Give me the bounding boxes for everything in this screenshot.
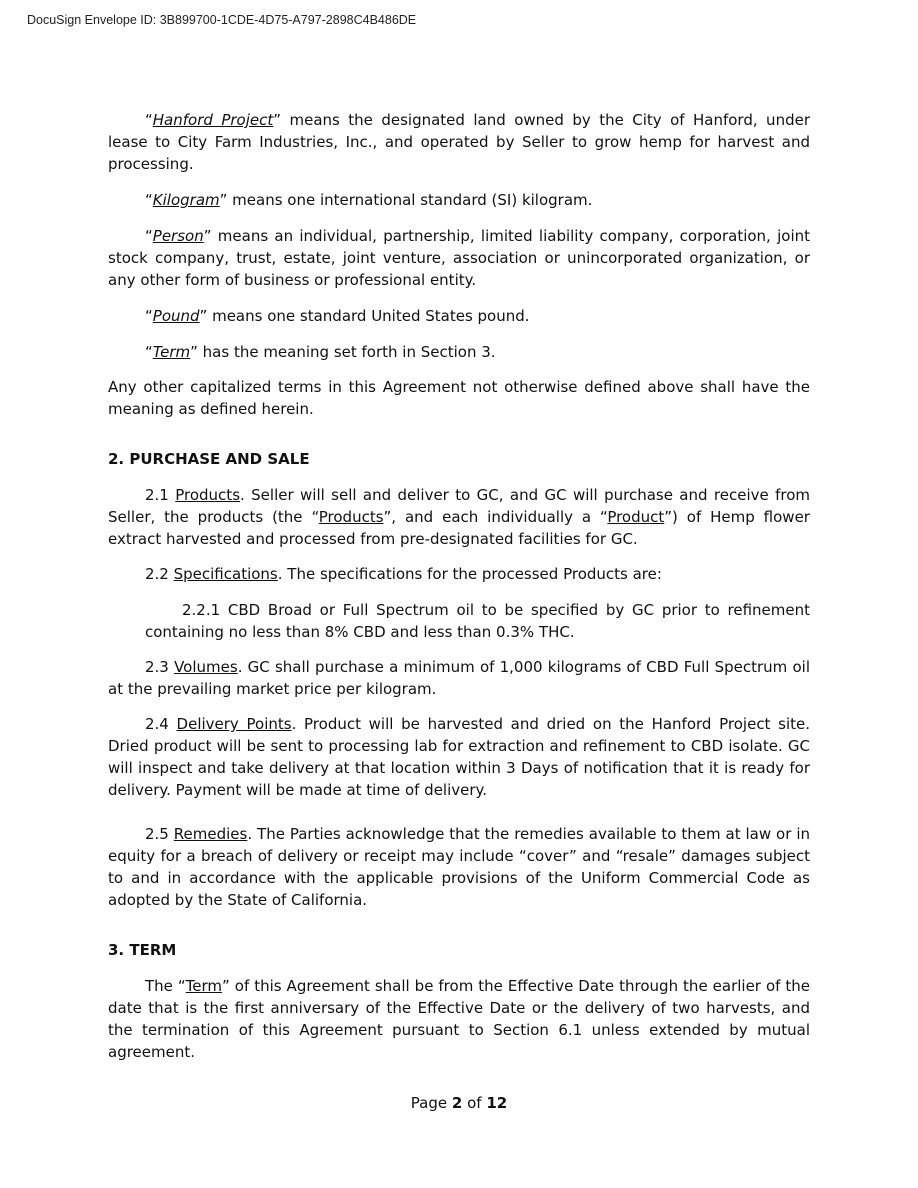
section-2-1-products: 2.1 Products. Seller will sell and deliver to GC, and GC will purchase and receive from Seller, the products (the “Products”, and each individually a “Product”) of Hemp flower extract harvested and processed from pre-designated facilities for GC. xyxy=(108,486,810,548)
page-footer: Page 2 of 12 xyxy=(410,1094,508,1112)
defined-term: Term xyxy=(185,977,223,995)
definition-hanford-project: “Hanford Project” means the designated land owned by the City of Hanford, under lease to City Farm Industries, Inc., and operated by Seller to grow hemp for harvest and processing. xyxy=(108,111,810,173)
section-2-2-specifications: 2.2 Specifications. The specifications for the processed Products are: xyxy=(145,565,662,583)
section-title: Delivery Points xyxy=(176,715,292,733)
definition-term: “Term” has the meaning set forth in Section 3. xyxy=(145,343,496,361)
defined-term: Hanford Project xyxy=(152,111,274,129)
current-page-number: 2 xyxy=(451,1094,463,1112)
defined-term: Term xyxy=(152,343,191,361)
section-2-heading: 2. PURCHASE AND SALE xyxy=(108,450,310,468)
section-title: Products xyxy=(175,486,241,504)
total-pages: 12 xyxy=(486,1094,508,1112)
defined-term: Kilogram xyxy=(152,191,220,209)
section-3-term-paragraph: The “Term” of this Agreement shall be from the Effective Date through the earlier of the date that is the first anniversary of the Effective Date or the delivery of two harvests, and the termination of this Agreement pursuant to Section 6.1 unless extended by mutual agreement. xyxy=(108,977,810,1061)
defined-term: Products xyxy=(318,508,384,526)
defined-term: Person xyxy=(152,227,204,245)
defined-term: Pound xyxy=(152,307,200,325)
document-body xyxy=(108,109,810,1063)
section-2-3-volumes: 2.3 Volumes. GC shall purchase a minimum of 1,000 kilograms of CBD Full Spectrum oil at the prevailing market price per kilogram. xyxy=(108,658,810,698)
defined-term: Product xyxy=(607,508,665,526)
section-3-heading: 3. TERM xyxy=(108,941,177,959)
section-2-5-remedies: 2.5 Remedies. The Parties acknowledge that the remedies available to them at law or in equity for a breach of delivery or receipt may include “cover” and “resale” damages subject to and in accordance with the applicable provisions of the Uniform Commercial Code as adopted by the State of California. xyxy=(108,825,810,909)
section-2-4-delivery-points: 2.4 Delivery Points. Product will be harvested and dried on the Hanford Project site. Dried product will be sent to processing lab for extraction and refinement to CBD isolate. GC will inspect and take delivery at that location within 3 Days of notification that it is ready for delivery. Payment will be made at time of delivery. xyxy=(108,715,810,799)
definition-person: “Person” means an individual, partnership, limited liability company, corporation, joint stock company, trust, estate, joint venture, association or unincorporated organization, or any other form of business or professional entity. xyxy=(108,227,810,289)
section-title: Specifications xyxy=(173,565,278,583)
section-title: Volumes xyxy=(174,658,238,676)
section-2-2-1-spec-item: 2.2.1 CBD Broad or Full Spectrum oil to be specified by GC prior to refinement containing no less than 8% CBD and less than 0.3% THC. xyxy=(145,601,810,641)
definition-kilogram: “Kilogram” means one international standard (SI) kilogram. xyxy=(145,191,593,209)
other-terms-paragraph: Any other capitalized terms in this Agreement not otherwise defined above shall have the meaning as defined herein. xyxy=(108,378,810,418)
definition-pound: “Pound” means one standard United States pound. xyxy=(145,307,530,325)
section-title: Remedies xyxy=(173,825,248,843)
docusign-envelope-id: DocuSign Envelope ID: 3B899700-1CDE-4D75-A797-2898C4B486DE xyxy=(27,13,417,27)
